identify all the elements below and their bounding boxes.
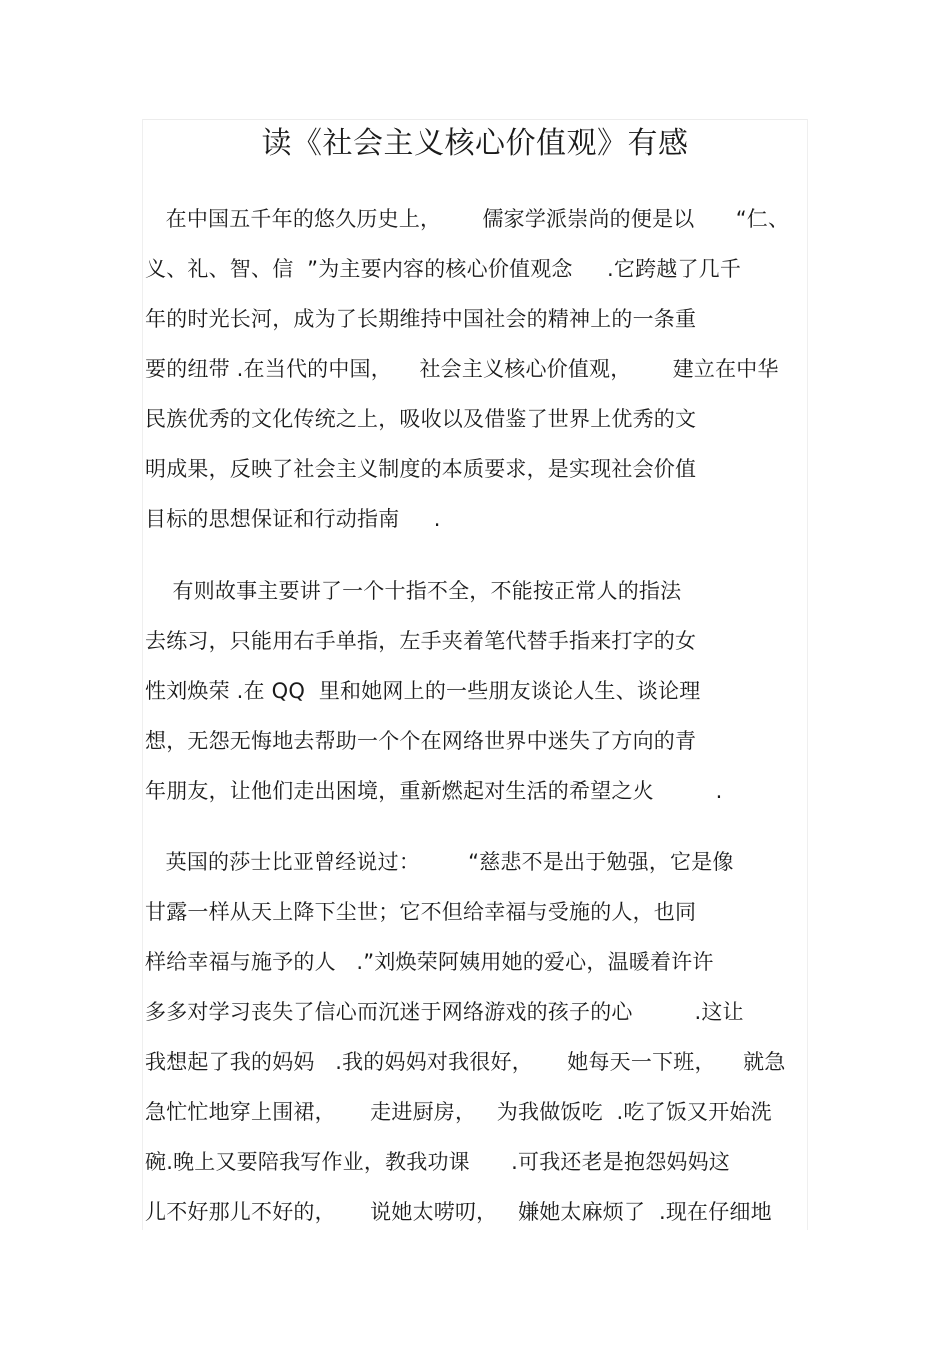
paragraph-line: 样给幸福与施予的人 .”刘焕荣阿姨用她的爱心，温暖着许许 <box>145 950 714 974</box>
paragraph-line: 我想起了我的妈妈 .我的妈妈对我很好， 她每天一下班， 就急 <box>145 1050 786 1074</box>
paragraph-line: 儿不好那儿不好的， 说她太唠叨， 嫌她太麻烦了 .现在仔细地 <box>145 1200 772 1224</box>
paragraph-line: 英国的莎士比亚曾经说过： “慈悲不是出于勉强，它是像 <box>145 850 734 874</box>
paragraph-line: 目标的思想保证和行动指南 . <box>145 507 441 531</box>
paragraph-line: 义、礼、智、信 ”为主要内容的核心价值观念 .它跨越了几千 <box>145 257 742 281</box>
paragraph-line: 想，无怨无悔地去帮助一个个在网络世界中迷失了方向的青 <box>145 729 697 753</box>
paragraph-line: 碗.晚上又要陪我写作业，教我功课 .可我还老是抱怨妈妈这 <box>145 1150 730 1174</box>
paragraph-line: 年的时光长河，成为了长期维持中国社会的精神上的一条重 <box>145 307 697 331</box>
paragraph-line: 明成果，反映了社会主义制度的本质要求，是实现社会价值 <box>145 457 697 481</box>
paragraph-line: 甘露一样从天上降下尘世；它不但给幸福与受施的人，也同 <box>145 900 697 924</box>
paragraph-line: 有则故事主要讲了一个十指不全，不能按正常人的指法 <box>145 579 682 603</box>
paragraph-line: 急忙忙地穿上围裙， 走进厨房， 为我做饭吃 .吃了饭又开始洗 <box>145 1100 772 1124</box>
paragraph-line: 性刘焕荣 .在 QQ 里和她网上的一些朋友谈论人生、谈论理 <box>145 679 701 703</box>
paragraph-line: 在中国五千年的悠久历史上， 儒家学派崇尚的便是以 “仁、 <box>145 207 790 231</box>
paragraph-line: 去练习，只能用右手单指，左手夹着笔代替手指来打字的女 <box>145 629 697 653</box>
paragraph-line: 年朋友，让他们走出困境，重新燃起对生活的希望之火 . <box>145 779 723 803</box>
paragraph-line: 多多对学习丧失了信心而沉迷于网络游戏的孩子的心 .这让 <box>145 1000 744 1024</box>
paragraph-line: 要的纽带 .在当代的中国， 社会主义核心价值观， 建立在中华 <box>145 357 779 381</box>
document-title: 读《社会主义核心价值观》有感 <box>261 126 689 161</box>
paragraph-line: 民族优秀的文化传统之上，吸收以及借鉴了世界上优秀的文 <box>145 407 697 431</box>
